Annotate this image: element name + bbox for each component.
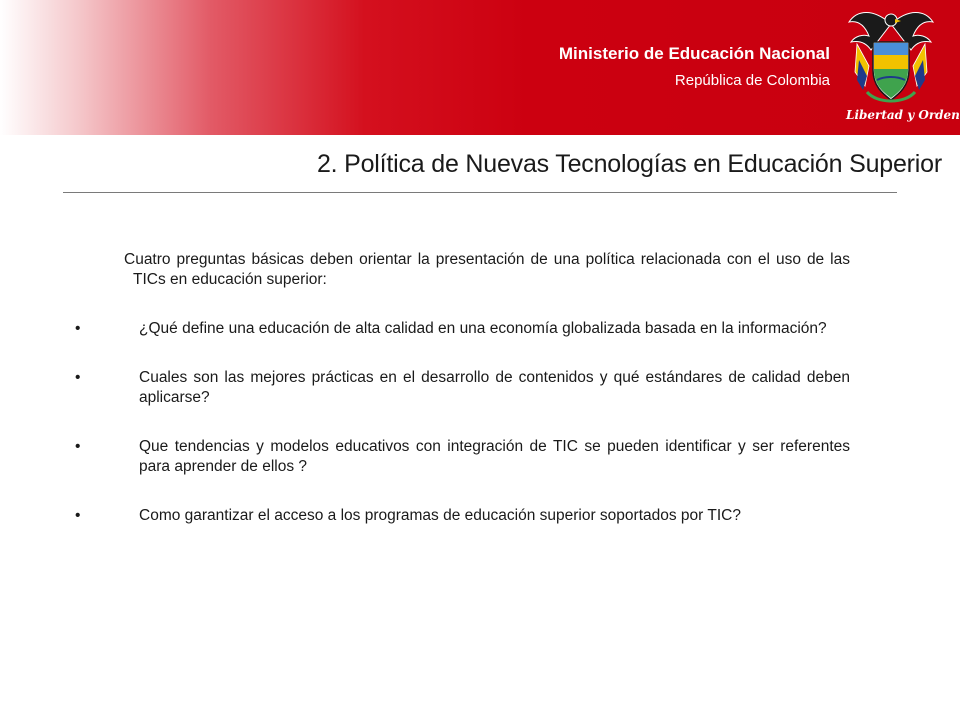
- title-divider: [63, 192, 897, 193]
- slide-title: 2. Política de Nuevas Tecnologías en Educación Superior: [316, 150, 942, 178]
- coat-of-arms-icon: [843, 6, 939, 108]
- bullet-icon: •: [75, 369, 81, 386]
- slide-body: [75, 250, 850, 555]
- bullet-icon: •: [75, 320, 81, 337]
- list-item: [75, 368, 850, 408]
- list-item-text: ¿Qué define una educación de alta calidad en una economía globalizada basada en la información?: [139, 320, 827, 337]
- ministry-name: Ministerio de Educación Nacional: [558, 44, 830, 63]
- bullet-icon: •: [75, 507, 81, 524]
- republic-name: República de Colombia: [674, 72, 830, 89]
- intro-paragraph: Cuatro preguntas básicas deben orientar la presentación de una política relacionada con el uso de las TICs en educación superior:: [124, 251, 850, 288]
- list-item: [75, 437, 850, 477]
- list-item: [75, 319, 850, 339]
- list-item: [75, 506, 850, 526]
- list-item-text: Cuales son las mejores prácticas en el desarrollo de contenidos y qué estándares de calidad deben aplicarse?: [139, 369, 850, 406]
- header-banner: [0, 0, 960, 135]
- list-item-text: Como garantizar el acceso a los programas de educación superior soportados por TIC?: [139, 507, 741, 524]
- motto: Libertad y Orden: [846, 108, 960, 122]
- bullet-icon: •: [75, 438, 81, 455]
- list-item-text: Que tendencias y modelos educativos con integración de TIC se pueden identificar y ser referentes para aprender de ellos ?: [139, 438, 850, 475]
